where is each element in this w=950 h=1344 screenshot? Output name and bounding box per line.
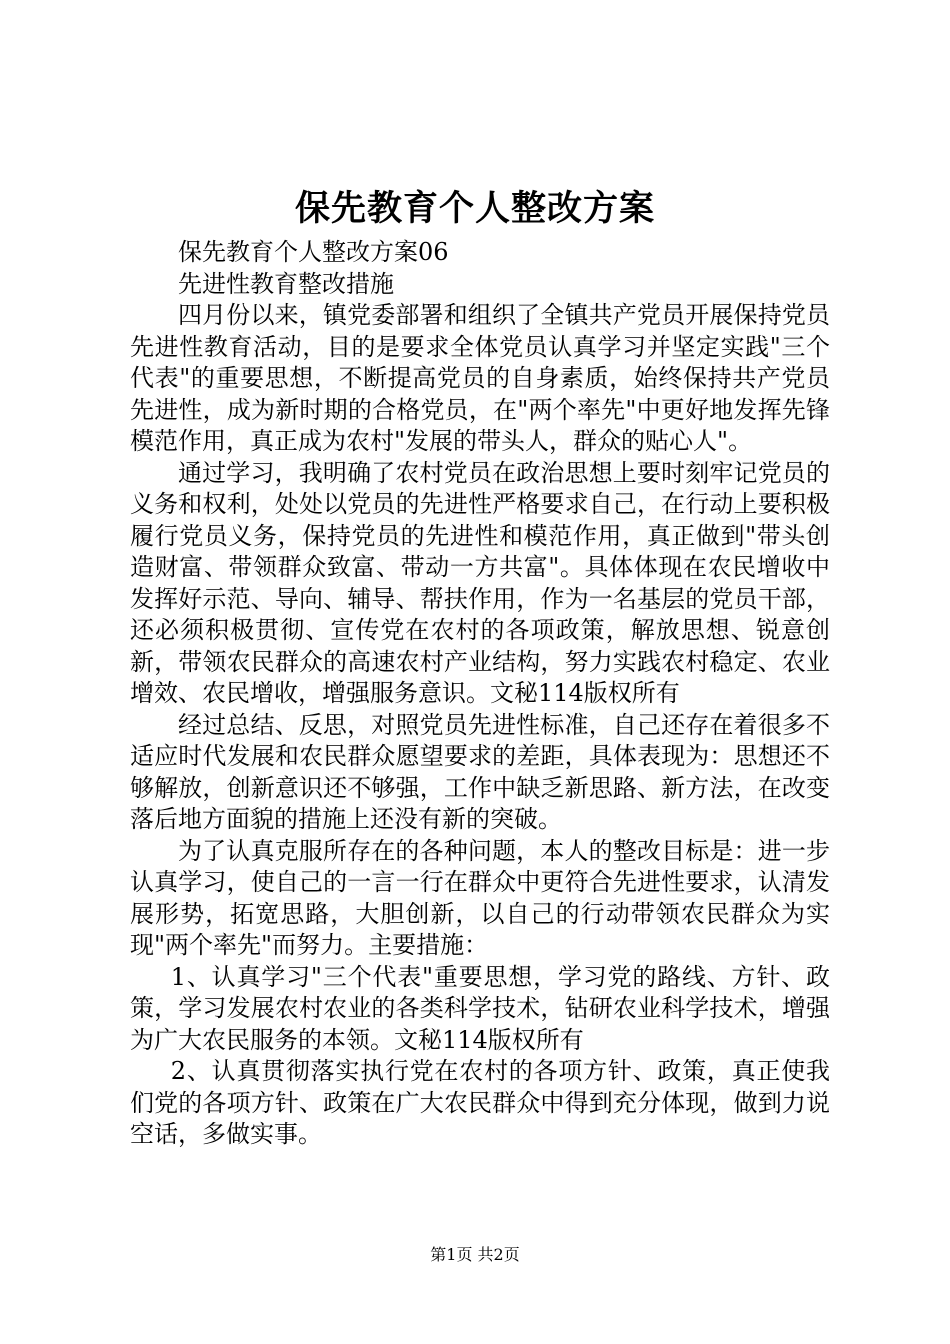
paragraph-reflection: 经过总结、反思，对照党员先进性标准，自己还存在着很多不适应时代发展和农民群众愿望要求的差距，具体表现为：思想还不够解放，创新意识还不够强，工作中缺乏新思路、新方法，在改变落后地方面貌的措施上还没有新的突破。 [130, 710, 830, 833]
document-body [130, 237, 830, 1151]
section-heading: 先进性教育整改措施 [178, 269, 394, 298]
document-subtitle: 保先教育个人整改方案06 [178, 238, 449, 266]
document-title: 保先教育个人整改方案 [294, 188, 655, 229]
paragraph-intro: 四月份以来，镇党委部署和组织了全镇共产党员开展保持党员先进性教育活动，目的是要求全体党员认真学习并坚定实践"三个代表"的重要思想，不断提高党员的自身素质，始终保持共产党员先进性，成为新时期的合格党员，在"两个率先"中更好地发挥先锋模范作用，真正成为农村"发展的带头人，群众的贴心人"。 [130, 301, 830, 455]
page-footer: 第1页 共2页 [430, 1245, 520, 1264]
measure-item-2: 2、认真贯彻落实执行党在农村的各项方针、政策，真正使我们党的各项方针、政策在广大农民群众中得到充分体现，做到力说空话，多做实事。 [130, 1057, 830, 1148]
paragraph-study: 通过学习，我明确了农村党员在政治思想上要时刻牢记党员的义务和权利，处处以党员的先进性严格要求自己，在行动上要积极履行党员义务，保持党员的先进性和模范作用，真正做到"带头创造财富、带领群众致富、带动一方共富"。具体体现在农民增收中发挥好示范、导向、辅导、帮扶作用，作为一名基层的党员干部，还必须积极贯彻、宣传党在农村的各项政策，解放思想、锐意创新，带领农民群众的高速农村产业结构，努力实践农村稳定、农业增效、农民增收，增强服务意识。文秘114版权所有 [130, 458, 830, 707]
measure-item-1: 1、认真学习"三个代表"重要思想，学习党的路线、方针、政策，学习发展农村农业的各类科学技术，钻研农业科学技术，增强为广大农民服务的本领。文秘114版权所有 [130, 962, 830, 1054]
paragraph-goals: 为了认真克服所存在的各种问题，本人的整改目标是：进一步认真学习，使自己的一言一行在群众中更符合先进性要求，认清发展形势，拓宽思路，大胆创新，以自己的行动带领农民群众为实现"两个率先"而努力。主要措施： [130, 836, 830, 959]
